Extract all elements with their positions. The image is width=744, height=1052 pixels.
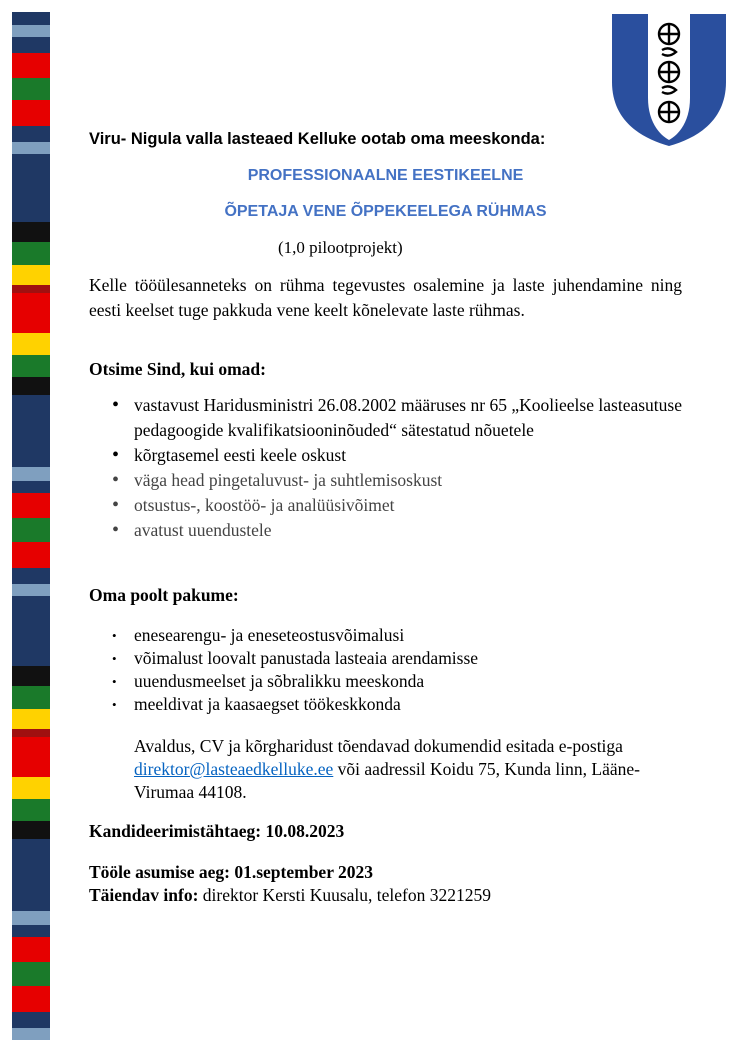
stripe-segment xyxy=(12,377,50,395)
stripe-segment xyxy=(12,242,50,265)
stripe-segment xyxy=(12,755,50,777)
offer-item: • uuendusmeelset ja sõbralikku meeskonda xyxy=(112,670,682,693)
stripe-segment xyxy=(12,937,50,962)
stripe-segment xyxy=(12,799,50,821)
application-text-after: või aadressil Koidu 75, Kunda linn, Lääne-Virumaa 44108. xyxy=(134,759,640,802)
stripe-segment xyxy=(12,666,50,686)
application-instructions xyxy=(134,735,664,804)
stripe-segment xyxy=(12,1012,50,1028)
requirement-item: • otsustus-, koostöö- ja analüüsivõimet xyxy=(112,493,682,518)
offer-list xyxy=(112,624,682,716)
stripe-segment xyxy=(12,293,50,311)
stripe-segment xyxy=(12,265,50,285)
requirements-list xyxy=(112,393,682,543)
stripe-segment xyxy=(12,142,50,154)
requirement-item: • kõrgtasemel eesti keele oskust xyxy=(112,443,682,468)
stripe-segment xyxy=(12,518,50,542)
stripe-segment xyxy=(12,25,50,37)
stripe-segment xyxy=(12,37,50,53)
stripe-segment xyxy=(12,333,50,355)
application-deadline: Kandideerimistähtaeg: 10.08.2023 xyxy=(89,821,345,841)
stripe-segment xyxy=(12,53,50,78)
stripe-segment xyxy=(12,986,50,1012)
offer-item: • võimalust loovalt panustada lasteaia arendamisse xyxy=(112,647,682,670)
stripe-segment xyxy=(12,821,50,839)
stripe-segment xyxy=(12,1028,50,1040)
stripe-segment xyxy=(12,686,50,709)
start-date: Tööle asumise aeg: 01.september 2023 xyxy=(89,862,374,882)
stripe-segment xyxy=(12,78,50,100)
stripe-segment xyxy=(12,154,50,222)
requirement-item: • vastavust Haridusministri 26.08.2002 määruses nr 65 „Koolieelse lasteasutuse pedagoogide kvalifikatsiooninõuded“ sätestatud nõuetele xyxy=(112,393,682,443)
stripe-segment xyxy=(12,542,50,568)
stripe-segment xyxy=(12,911,50,925)
stripe-segment xyxy=(12,596,50,666)
stripe-segment xyxy=(12,709,50,729)
email-link[interactable]: direktor@lasteaedkelluke.ee xyxy=(134,759,334,779)
stripe-segment xyxy=(12,737,50,755)
stripe-segment xyxy=(12,493,50,518)
stripe-segment xyxy=(12,222,50,242)
stripe-segment xyxy=(12,12,50,25)
contact-text: direktor Kersti Kuusalu, telefon 3221259 xyxy=(198,885,491,905)
stripe-segment xyxy=(12,355,50,377)
requirement-item: • väga head pingetaluvust- ja suhtlemisoskust xyxy=(112,468,682,493)
offer-item: • enesearengu- ja eneseteostusvõimalusi xyxy=(112,624,682,647)
contact-label: Täiendav info: xyxy=(89,885,199,905)
stripe-segment xyxy=(12,285,50,293)
requirement-item: • avatust uuendustele xyxy=(112,518,682,543)
stripe-segment xyxy=(12,839,50,911)
position-load: (1,0 pilootprojekt) xyxy=(278,238,403,257)
position-title-line2: ÕPETAJA VENE ÕPPEKEELEGA RÜHMAS xyxy=(224,203,547,220)
stripe-segment xyxy=(12,777,50,799)
stripe-segment xyxy=(12,925,50,937)
position-title-line1: PROFESSIONAALNE EESTIKEELNE xyxy=(247,167,524,184)
stripe-segment xyxy=(12,467,50,481)
stripe-segment xyxy=(12,584,50,596)
stripe-segment xyxy=(12,311,50,333)
stripe-segment xyxy=(12,962,50,986)
stripe-segment xyxy=(12,481,50,493)
offer-item: • meeldivat ja kaasaegset töökeskkonda xyxy=(112,693,682,716)
municipal-crest-logo xyxy=(610,12,728,148)
stripe-segment xyxy=(12,729,50,737)
decorative-color-stripe xyxy=(12,12,50,1040)
application-text-before: Avaldus, CV ja kõrgharidust tõendavad dokumendid esitada e-postiga xyxy=(134,736,623,756)
requirements-heading: Otsime Sind, kui omad: xyxy=(89,359,266,379)
intro-heading: Viru- Nigula valla lasteaed Kelluke ootab oma meeskonda: xyxy=(89,130,546,148)
stripe-segment xyxy=(12,100,50,126)
offer-heading: Oma poolt pakume: xyxy=(89,585,239,605)
stripe-segment xyxy=(12,395,50,467)
duties-paragraph: Kelle tööülesanneteks on rühma tegevustes osalemine ja laste juhendamine ning eesti keelset tuge pakkuda vene keelt kõnelevate laste rühmas. xyxy=(89,275,682,320)
stripe-segment xyxy=(12,568,50,584)
contact-info xyxy=(89,885,491,906)
stripe-segment xyxy=(12,126,50,142)
